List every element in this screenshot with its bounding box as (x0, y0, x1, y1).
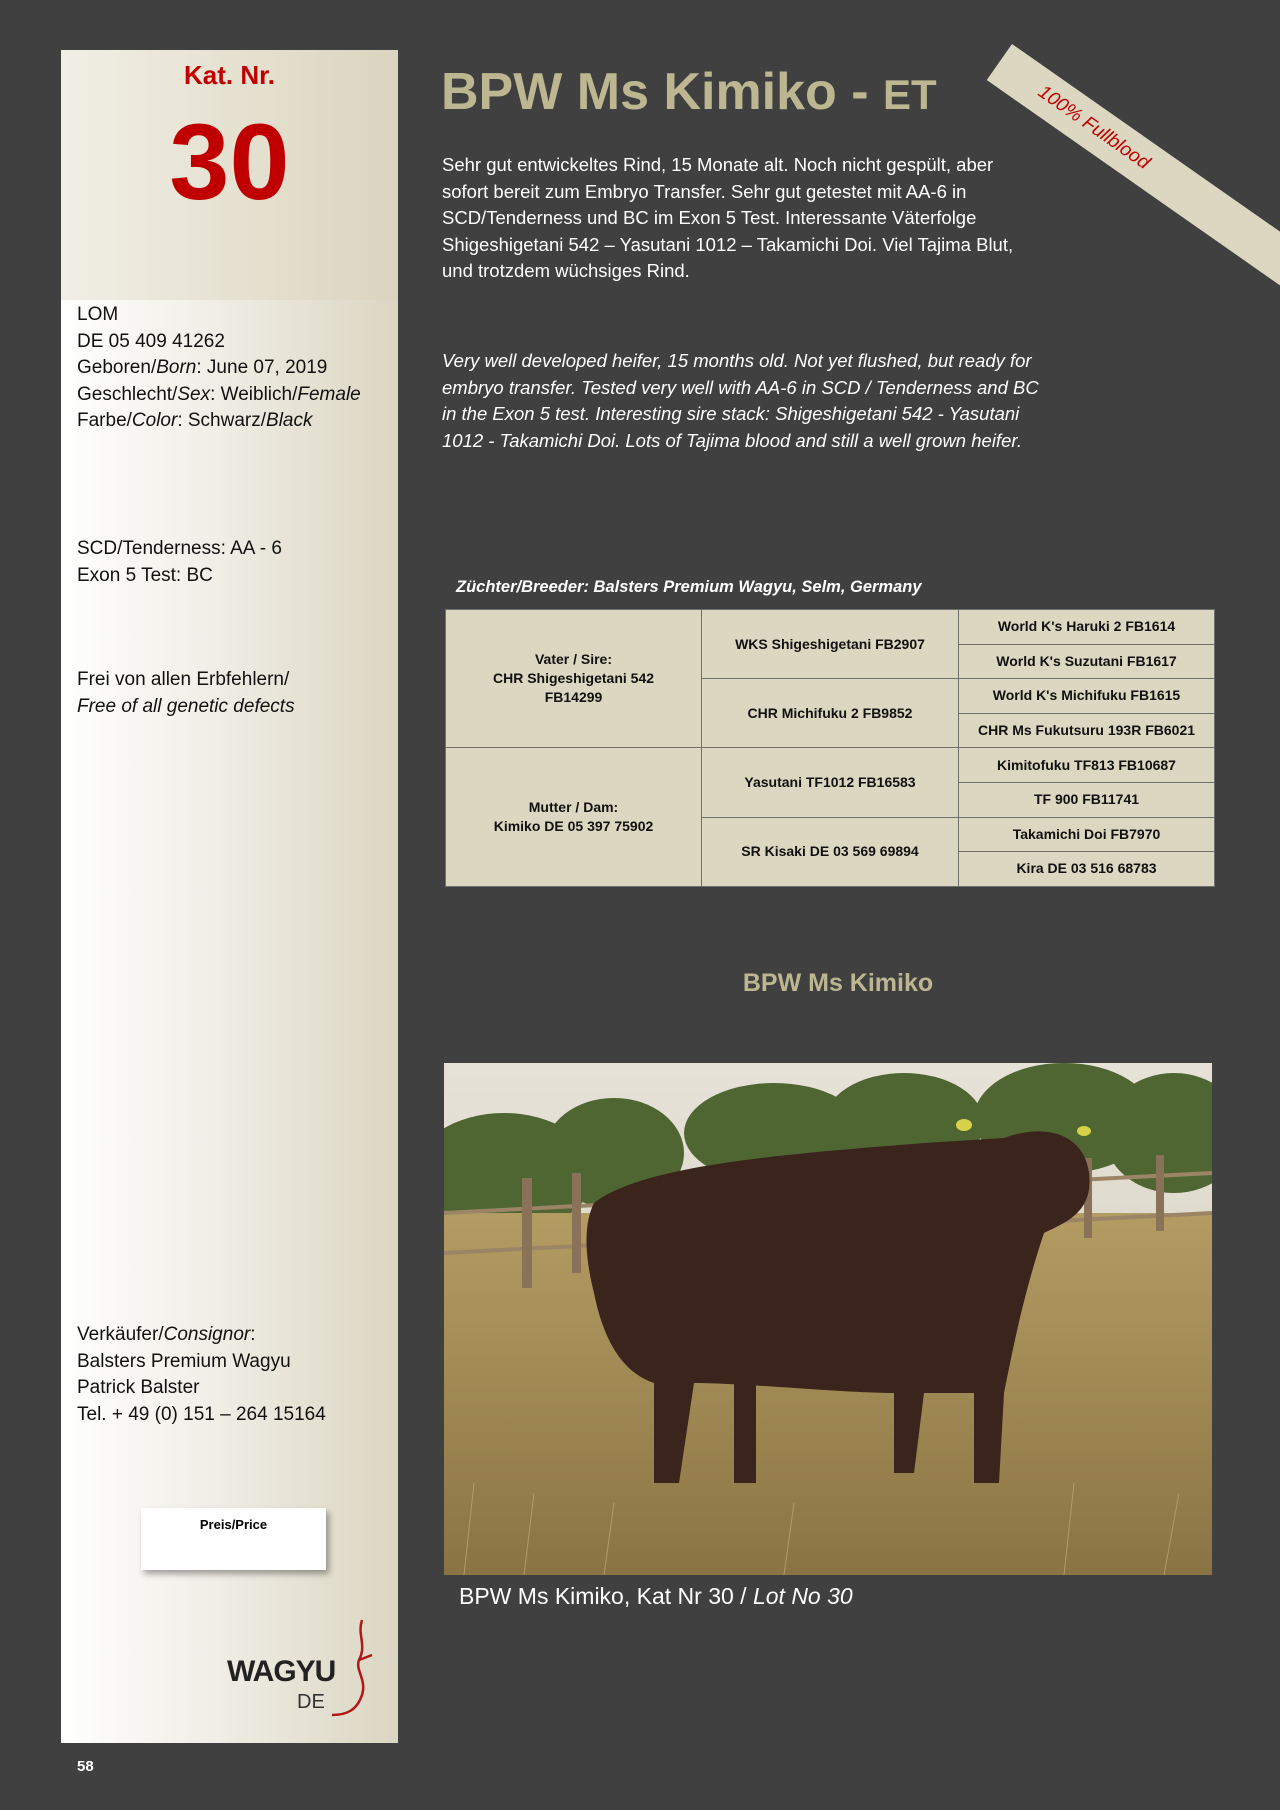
birth-date: Geboren/Born: June 07, 2019 (77, 357, 328, 378)
pedigree-table (445, 609, 1215, 887)
wagyu-logo: WAGYU DE (227, 1615, 387, 1735)
photo-caption: BPW Ms Kimiko, Kat Nr 30 / Lot No 30 (459, 1583, 853, 1609)
description-german: Sehr gut entwickeltes Rind, 15 Monate alt. Noch nicht gespült, aber sofort bereit zum Embryo Transfer. Sehr gut getestet mit AA-6 in SCD/Tenderness und BC im Exon 5 Test. Interessante Väterfolge Shigeshigetani 542 – Yasutani 1012 – Takamichi Doi. Viel Tajima Blut, und trotzdem wüchsiges Rind. (442, 154, 1014, 281)
info-sidebar (61, 50, 398, 1743)
description-english: Very well developed heifer, 15 months old. Not yet flushed, but ready for embryo transfer. Tested very well with AA-6 in SCD / Tenderness and BC in the Exon 5 test. Interesting sire stack: Shigeshigetani 542 - Yasutani 1012 - Takamichi Doi. Lots of Tajima blood and still a well grown heifer. (442, 350, 1039, 451)
ancestor-cell: Kimitofuku TF813 FB10687 (959, 748, 1215, 783)
photo-title: BPW Ms Kimiko (742, 969, 934, 997)
genetic-tests (77, 536, 282, 589)
consignor-label: Verkäufer/Consignor: (77, 1324, 256, 1345)
exon-test: Exon 5 Test: BC (77, 564, 213, 586)
ancestor-cell: CHR Ms Fukutsuru 193R FB6021 (959, 713, 1215, 748)
color: Farbe/Color: Schwarz/Black (77, 410, 313, 431)
sex: Geschlecht/Sex: Weiblich/Female (77, 383, 361, 405)
consignor-block (77, 1322, 326, 1428)
consignor-name: Balsters Premium Wagyu (77, 1350, 291, 1372)
page-number: 58 (77, 1758, 94, 1775)
ancestor-cell: Kira DE 03 516 68783 (959, 852, 1215, 887)
ancestor-cell: TF 900 FB11741 (959, 782, 1215, 817)
cow-photo (444, 1063, 1212, 1575)
consignor-person: Patrick Balster (77, 1377, 200, 1398)
ancestor-cell: World K's Michifuku FB1615 (959, 679, 1215, 714)
price-label: Preis/Price (199, 1517, 268, 1532)
ear-tag: DE 05 409 41262 (77, 330, 225, 352)
breeder-line: Züchter/Breeder: Balsters Premium Wagyu, Selm, Germany (456, 578, 922, 596)
animal-details (77, 302, 361, 435)
lot-label: Kat. Nr. (183, 60, 276, 90)
sire-dam-cell: CHR Michifuku 2 FB9852 (702, 679, 959, 748)
dam-sire-cell: Yasutani TF1012 FB16583 (702, 748, 959, 817)
price-box[interactable] (141, 1508, 326, 1570)
defects-statement: Frei von allen Erbfehlern/ Free of all genetic defects (77, 669, 295, 717)
scd-test: SCD/Tenderness: AA - 6 (77, 538, 282, 559)
herd-code: LOM (77, 304, 119, 325)
dam-dam-cell: SR Kisaki DE 03 569 69894 (702, 817, 959, 886)
consignor-phone: Tel. + 49 (0) 151 – 264 15164 (77, 1403, 326, 1425)
page-title: BPW Ms Kimiko - ET (441, 63, 937, 121)
ancestor-cell: World K's Haruki 2 FB1614 (959, 610, 1215, 645)
dam-cell: Mutter / Dam: Kimiko DE 05 397 75902 (446, 748, 702, 886)
lot-number: 30 (169, 101, 290, 222)
sire-cell: Vater / Sire: CHR Shigeshigetani 542 FB14299 (446, 610, 702, 748)
fullblood-banner: 100% Fullblood (987, 44, 1280, 309)
sire-sire-cell: WKS Shigeshigetani FB2907 (702, 610, 959, 679)
ancestor-cell: World K's Suzutani FB1617 (959, 644, 1215, 679)
ancestor-cell: Takamichi Doi FB7970 (959, 817, 1215, 852)
